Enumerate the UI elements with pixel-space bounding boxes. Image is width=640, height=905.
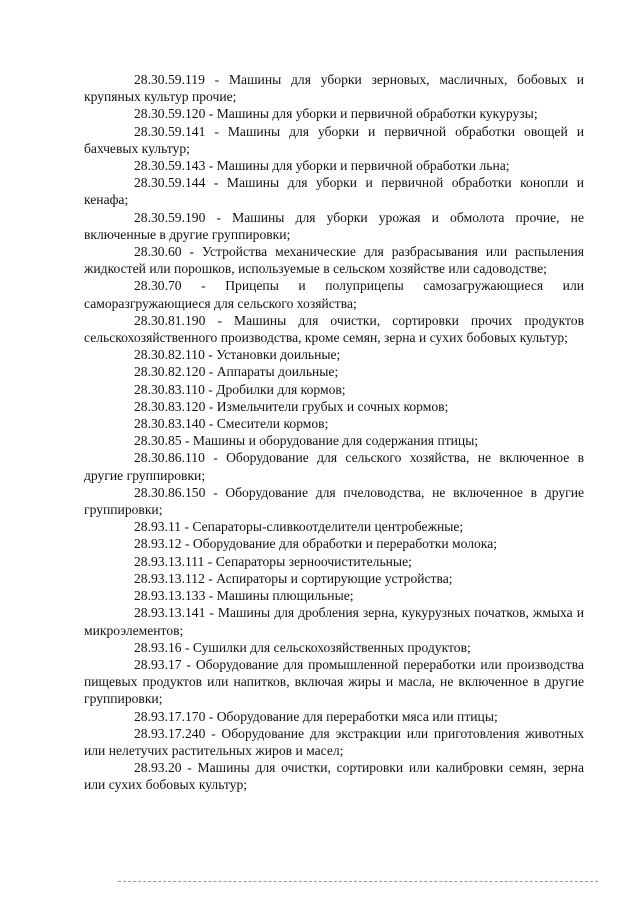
entry-code: 28.93.17 xyxy=(134,656,182,672)
entry-separator: - xyxy=(204,381,217,397)
entry-code: 28.30.83.110 xyxy=(134,381,205,397)
classification-entry xyxy=(84,553,584,570)
entry-separator: - xyxy=(205,312,235,328)
classification-entry xyxy=(84,209,584,243)
entry-text: Оборудование для переработки мяса или птицы; xyxy=(216,708,498,724)
classification-entry xyxy=(84,484,584,518)
classification-entry xyxy=(84,243,584,277)
entry-separator: - xyxy=(205,605,218,621)
entry-text: Машины для дробления зерна, кукурузных початков, жмыха и микроэлементов; xyxy=(84,605,584,638)
entry-code: 28.93.17.240 xyxy=(134,725,206,741)
entry-code: 28.30.59.144 xyxy=(134,175,206,191)
classification-entry xyxy=(84,105,584,122)
entry-text: Машины плющильные; xyxy=(216,588,354,604)
entry-text: Аппараты доильные; xyxy=(216,364,339,380)
classification-entry xyxy=(84,157,584,174)
entry-code: 28.93.13.111 xyxy=(134,553,205,569)
entry-code: 28.93.13.133 xyxy=(134,588,206,604)
entry-code: 28.30.59.141 xyxy=(134,123,206,139)
entry-separator: - xyxy=(205,175,227,191)
entry-code: 28.30.81.190 xyxy=(134,312,206,328)
entry-separator: - xyxy=(205,398,217,414)
entry-text: Прицепы и полуприцепы самозагружающиеся или саморазгружающиеся для сельского хозяйства; xyxy=(84,278,585,311)
entry-code: 28.93.17.170 xyxy=(134,708,206,724)
entry-separator: - xyxy=(181,656,196,672)
entry-separator: - xyxy=(205,725,222,741)
entry-text: Дробилки для кормов; xyxy=(216,381,346,397)
classification-entry xyxy=(84,363,584,380)
entry-separator: - xyxy=(181,536,193,552)
entry-separator: - xyxy=(205,416,217,432)
entry-text: Установки доильные; xyxy=(216,347,341,363)
entry-code: 28.93.13.141 xyxy=(134,605,206,621)
entry-text: Оборудование для сельского хозяйства, не включенное в другие группировки; xyxy=(84,450,585,483)
entry-separator: - xyxy=(181,278,226,294)
entry-separator: - xyxy=(204,450,227,466)
classification-entry xyxy=(84,381,584,398)
entry-code: 28.30.59.120 xyxy=(134,106,206,122)
classification-entry xyxy=(84,312,584,346)
classification-entry xyxy=(84,518,584,535)
entry-separator: - xyxy=(204,72,229,87)
entry-code: 28.30.86.110 xyxy=(134,450,205,466)
entry-text: Машины для уборки и первичной обработки льна; xyxy=(216,158,510,174)
classification-entry xyxy=(84,398,584,415)
entry-separator: - xyxy=(205,158,217,174)
entry-code: 28.30.82.110 xyxy=(134,347,205,363)
classification-entry xyxy=(84,346,584,363)
entry-separator: - xyxy=(205,106,217,122)
entry-text: Сушилки для сельскохозяйственных продуктов; xyxy=(192,639,471,655)
entry-separator: - xyxy=(181,433,193,449)
entry-separator: - xyxy=(181,639,193,655)
entry-separator: - xyxy=(205,209,233,225)
classification-entry xyxy=(84,174,584,208)
entry-code: 28.30.86.150 xyxy=(134,484,206,500)
entry-text: Машины для уборки урожая и обмолота прочие, не включенные в другие группировки; xyxy=(84,209,584,242)
entry-text: Оборудование для обработки и переработки молока; xyxy=(192,536,498,552)
entry-separator: - xyxy=(205,484,226,500)
entry-separator: - xyxy=(205,708,217,724)
entry-text: Оборудование для экстракции или приготовления животных или нелетучих растительных жиров и масел; xyxy=(84,725,585,758)
entry-text: Машины для уборки и первичной обработки конопли и кенафа; xyxy=(84,175,584,208)
entry-text: Машины для уборки и первичной обработки кукурузы; xyxy=(216,106,538,122)
classification-entry xyxy=(84,639,584,656)
entry-code: 28.30.83.140 xyxy=(134,416,206,432)
classification-entry xyxy=(84,277,584,311)
entry-separator: - xyxy=(204,347,217,363)
entry-code: 28.30.60 xyxy=(134,244,182,260)
entry-code: 28.30.82.120 xyxy=(134,364,206,380)
entry-text: Сепараторы зерноочистительные; xyxy=(215,553,412,569)
classification-entry xyxy=(84,432,584,449)
document-body xyxy=(84,71,584,794)
classification-entry xyxy=(84,570,584,587)
entry-text: Машины и оборудование для содержания птицы; xyxy=(192,433,479,449)
entry-separator: - xyxy=(204,553,216,569)
entry-separator: - xyxy=(181,519,193,535)
classification-entry xyxy=(84,415,584,432)
entry-text: Измельчители грубых и сочных кормов; xyxy=(216,398,449,414)
classification-entry xyxy=(84,656,584,708)
classification-entry xyxy=(84,449,584,483)
classification-entry xyxy=(84,71,584,105)
entry-code: 28.30.70 xyxy=(134,278,182,294)
entry-code: 28.30.83.120 xyxy=(134,398,206,414)
entry-text: Машины для уборки и первичной обработки овощей и бахчевых культур; xyxy=(84,123,584,156)
entry-text: Машины для уборки зерновых, масличных, бобовых и крупяных культур прочие; xyxy=(84,72,585,105)
entry-code: 28.30.59.143 xyxy=(134,158,206,174)
entry-text: Смесители кормов; xyxy=(216,416,329,432)
entry-code: 28.93.11 xyxy=(134,519,182,535)
entry-separator: - xyxy=(205,588,217,604)
classification-entry xyxy=(84,725,584,759)
entry-code: 28.93.20 xyxy=(134,760,182,776)
entry-text: Аспираторы и сортирующие устройства; xyxy=(216,570,453,586)
classification-entry xyxy=(84,604,584,638)
entry-code: 28.30.59.190 xyxy=(134,209,206,225)
classification-entry xyxy=(84,759,584,793)
entry-code: 28.30.85 xyxy=(134,433,182,449)
footer-divider xyxy=(118,881,598,882)
classification-entry xyxy=(84,587,584,604)
entry-code: 28.93.13.112 xyxy=(134,570,205,586)
entry-code: 28.93.16 xyxy=(134,639,182,655)
classification-entry xyxy=(84,535,584,552)
entry-separator: - xyxy=(205,364,217,380)
entry-text: Устройства механические для разбрасывания или распыления жидкостей или порошков, используемые в сельском хозяйстве или садоводстве; xyxy=(84,244,584,277)
entry-text: Машины для очистки, сортировки или калибровки семян, зерна или сухих бобовых культур; xyxy=(84,760,584,793)
entry-separator: - xyxy=(181,244,202,260)
entry-separator: - xyxy=(181,760,198,776)
entry-text: Оборудование для пчеловодства, не включенное в другие группировки; xyxy=(84,484,584,518)
classification-entry xyxy=(84,123,584,157)
entry-code: 28.93.12 xyxy=(134,536,182,552)
entry-text: Оборудование для промышленной переработки или производства пищевых продуктов или напитков, включая жиры и масла, не включенное в другие группировки; xyxy=(84,656,584,707)
entry-text: Сепараторы-сливкоотделители центробежные; xyxy=(192,519,464,535)
classification-entry xyxy=(84,708,584,725)
entry-separator: - xyxy=(204,570,217,586)
entry-separator: - xyxy=(205,123,228,139)
entry-text: Машины для очистки, сортировки прочих продуктов сельскохозяйственного производства, кроме семян, зерна и сухих бобовых культур; xyxy=(84,312,584,346)
entry-code: 28.30.59.119 xyxy=(134,72,205,87)
